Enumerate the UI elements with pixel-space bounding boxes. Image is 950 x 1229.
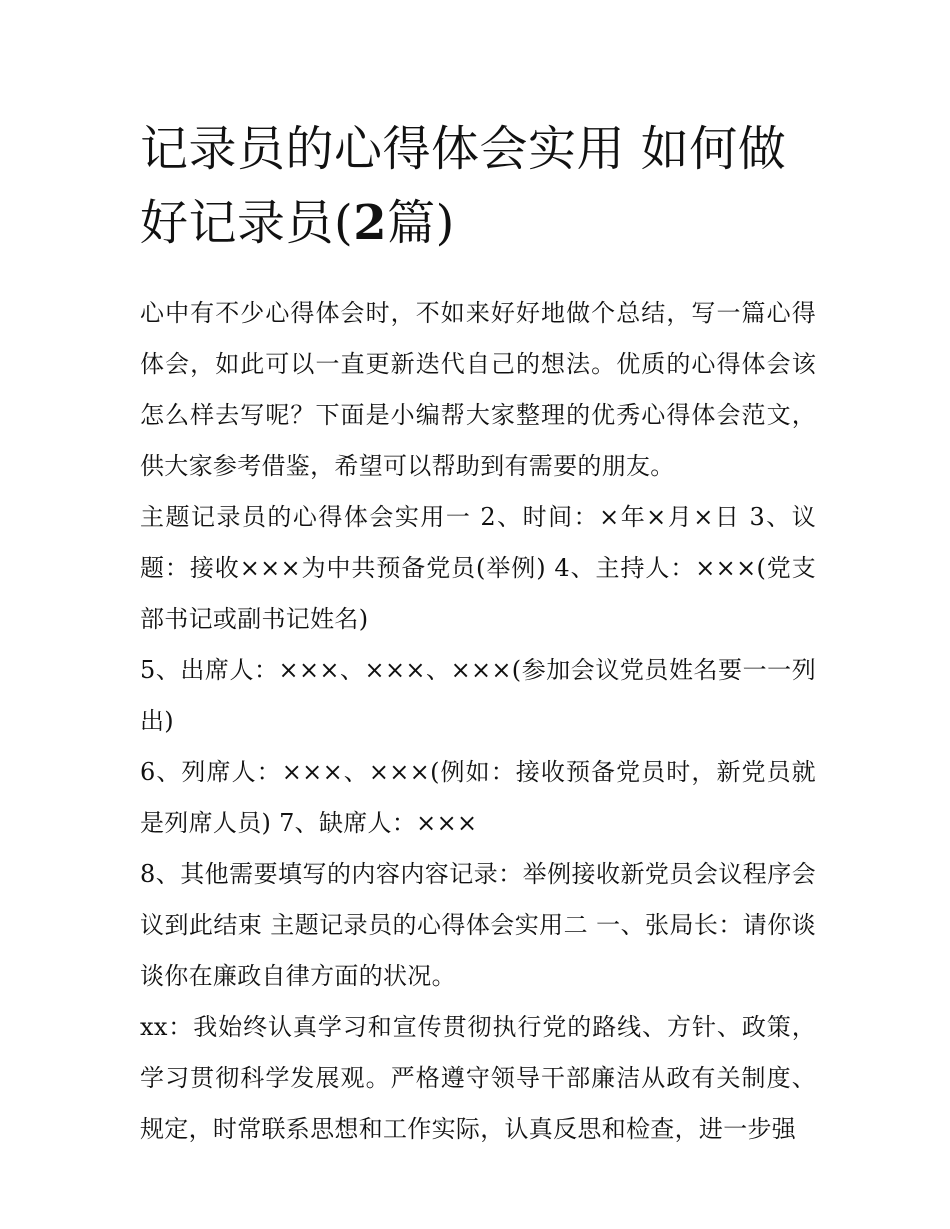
paragraph-meeting-info: 主题记录员的心得体会实用一 2、时间：×年×月×日 3、议题：接收×××为中共预备党员(举例) 4、主持人：×××(党支部书记或副书记姓名) [140,503,816,633]
document-title [140,112,816,260]
paragraph-attendees: 5、出席人：×××、×××、×××(参加会议党员姓名要一一列出) [140,656,816,735]
paragraph-observers: 6、列席人：×××、×××(例如：接收预备党员时，新党员就是列席人员) 7、缺席人：××× [140,758,816,837]
title-text-part1: 记录员的心得体会实用 如何做好记录员( [140,121,787,251]
paragraph-response: xx：我始终认真学习和宣传贯彻执行党的路线、方针、政策，学习贯彻科学发展观。严格遵守领导干部廉洁从政有关制度、规定，时常联系思想和工作实际，认真反思和检查，进一步强 [140,1013,816,1143]
title-text-part2: 篇) [387,195,455,251]
paragraph-intro: 心中有不少心得体会时，不如来好好地做个总结，写一篇心得体会，如此可以一直更新迭代自己的想法。优质的心得体会该怎么样去写呢？下面是小编帮大家整理的优秀心得体会范文，供大家参考借鉴，希望可以帮助到有需要的朋友。 [140,299,816,480]
paragraph-record-content: 8、其他需要填写的内容内容记录：举例接收新党员会议程序会议到此结束 主题记录员的心得体会实用二 一、张局长：请你谈谈你在廉政自律方面的状况。 [140,860,816,990]
document-body [140,288,816,1155]
document-page [140,112,816,1155]
title-number: 2 [353,195,388,251]
